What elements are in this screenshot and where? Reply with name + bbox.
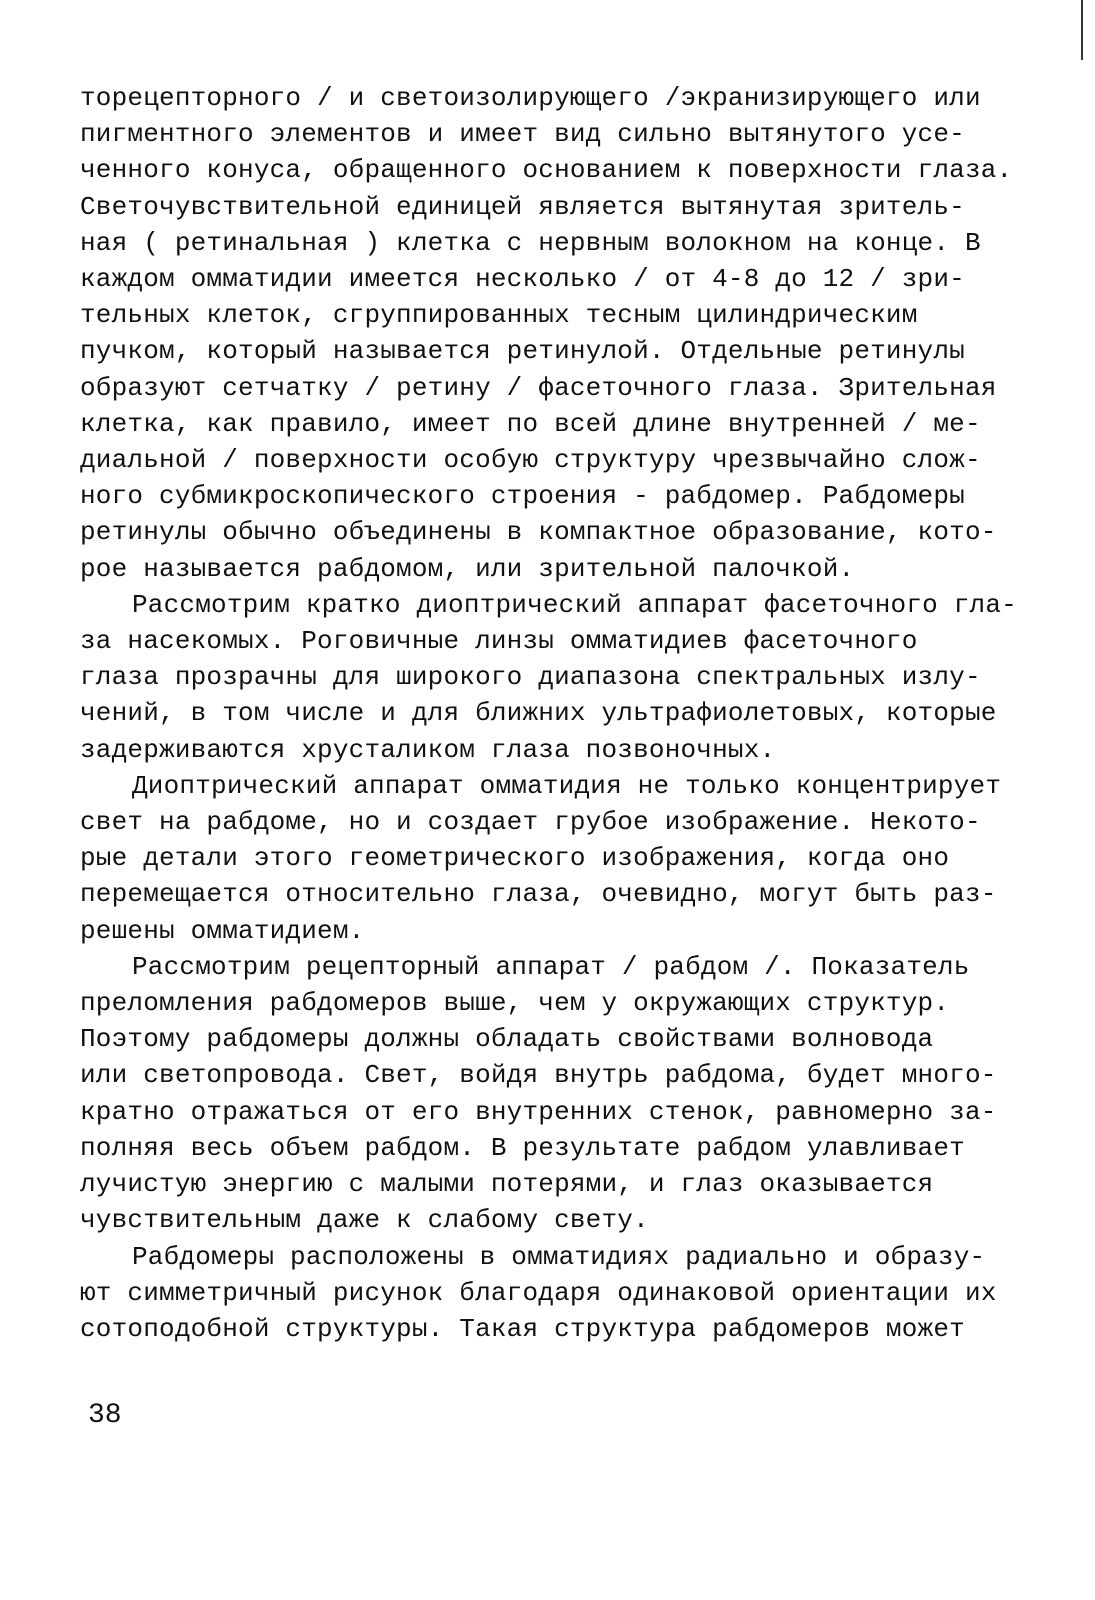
text-line: чений, в том числе и для ближних ультрафиолетовых, которые: [80, 698, 997, 729]
text-line: перемещается относительно глаза, очевидно, могут быть раз-: [80, 879, 997, 910]
text-line: пигментного элементов и имеет вид сильно вытянутого усе-: [80, 119, 965, 150]
text-line: Рабдомеры расположены в омматидиях радиально и образу-: [132, 1241, 986, 1272]
text-line: или светопровода. Свет, войдя внутрь рабдома, будет много-: [80, 1060, 997, 1091]
text-line: ретинулы обычно объединены в компактное образование, кото-: [80, 517, 997, 548]
text-line: Рассмотрим рецепторный аппарат / рабдом /. Показатель: [132, 951, 970, 982]
text-line: пучком, который называется ретинулой. Отдельные ретинулы: [80, 336, 965, 367]
text-line: ная ( ретинальная ) клетка с нервным волокном на конце. В: [80, 227, 981, 258]
text-line: ного субмикроскопического строения - рабдомер. Рабдомеры: [80, 481, 965, 512]
text-line: лучистую энергию с малыми потерями, и глаз оказывается: [80, 1169, 934, 1200]
text-line: за насекомых. Роговичные линзы омматидиев фасеточного: [80, 626, 918, 657]
text-line: рое называется рабдомом, или зрительной палочкой.: [80, 553, 855, 584]
text-line: Рассмотрим кратко диоптрический аппарат фасеточного гла-: [132, 589, 1017, 620]
text-line: тельных клеток, сгруппированных тесным цилиндрическим: [80, 300, 918, 331]
text-line: преломления рабдомеров выше, чем у окружающих структур.: [80, 988, 950, 1019]
text-line: свет на рабдоме, но и создает грубое изображение. Некото-: [80, 807, 981, 838]
text-line: Поэтому рабдомеры должны обладать свойствами волновода: [80, 1024, 934, 1055]
text-line: ченного конуса, обращенного основанием к поверхности глаза.: [80, 155, 1013, 186]
text-line: решены омматидием.: [80, 915, 365, 946]
text-line: задерживаются хрусталиком глаза позвоночных.: [80, 734, 776, 765]
text-line: каждом омматидии имеется несколько / от 4-8 до 12 / зри-: [80, 264, 965, 295]
text-line: чувствительным даже к слабому свету.: [80, 1205, 649, 1236]
text-line: сотоподобной структуры. Такая структура рабдомеров может: [80, 1313, 965, 1344]
text-line: Светочувствительной единицей является вытянутая зритель-: [80, 191, 965, 222]
text-line: полняя весь объем рабдом. В результате рабдом улавливает: [80, 1132, 965, 1163]
text-line: диальной / поверхности особую структуру чрезвычайно слож-: [80, 445, 981, 476]
text-line: ют симметричный рисунок благодаря одинаковой ориентации их: [80, 1277, 997, 1308]
text-line: образуют сетчатку / ретину / фасеточного глаза. Зрительная: [80, 372, 997, 403]
text-line: рые детали этого геометрического изображения, когда оно: [80, 843, 950, 874]
body-text: [80, 80, 1070, 1347]
text-line: клетка, как правило, имеет по всей длине внутренней / ме-: [80, 408, 981, 439]
text-line: глаза прозрачны для широкого диапазона спектральных излу-: [80, 662, 981, 693]
text-line: торецепторного / и светоизолирующего /экранизирующего или: [80, 83, 981, 113]
text-line: Диоптрический аппарат омматидия не только концентрирует: [132, 770, 1002, 801]
page-edge-mark: [1081, 0, 1083, 60]
text-line: кратно отражаться от его внутренних стенок, равномерно за-: [80, 1096, 997, 1127]
page-number: 38: [88, 1400, 122, 1431]
